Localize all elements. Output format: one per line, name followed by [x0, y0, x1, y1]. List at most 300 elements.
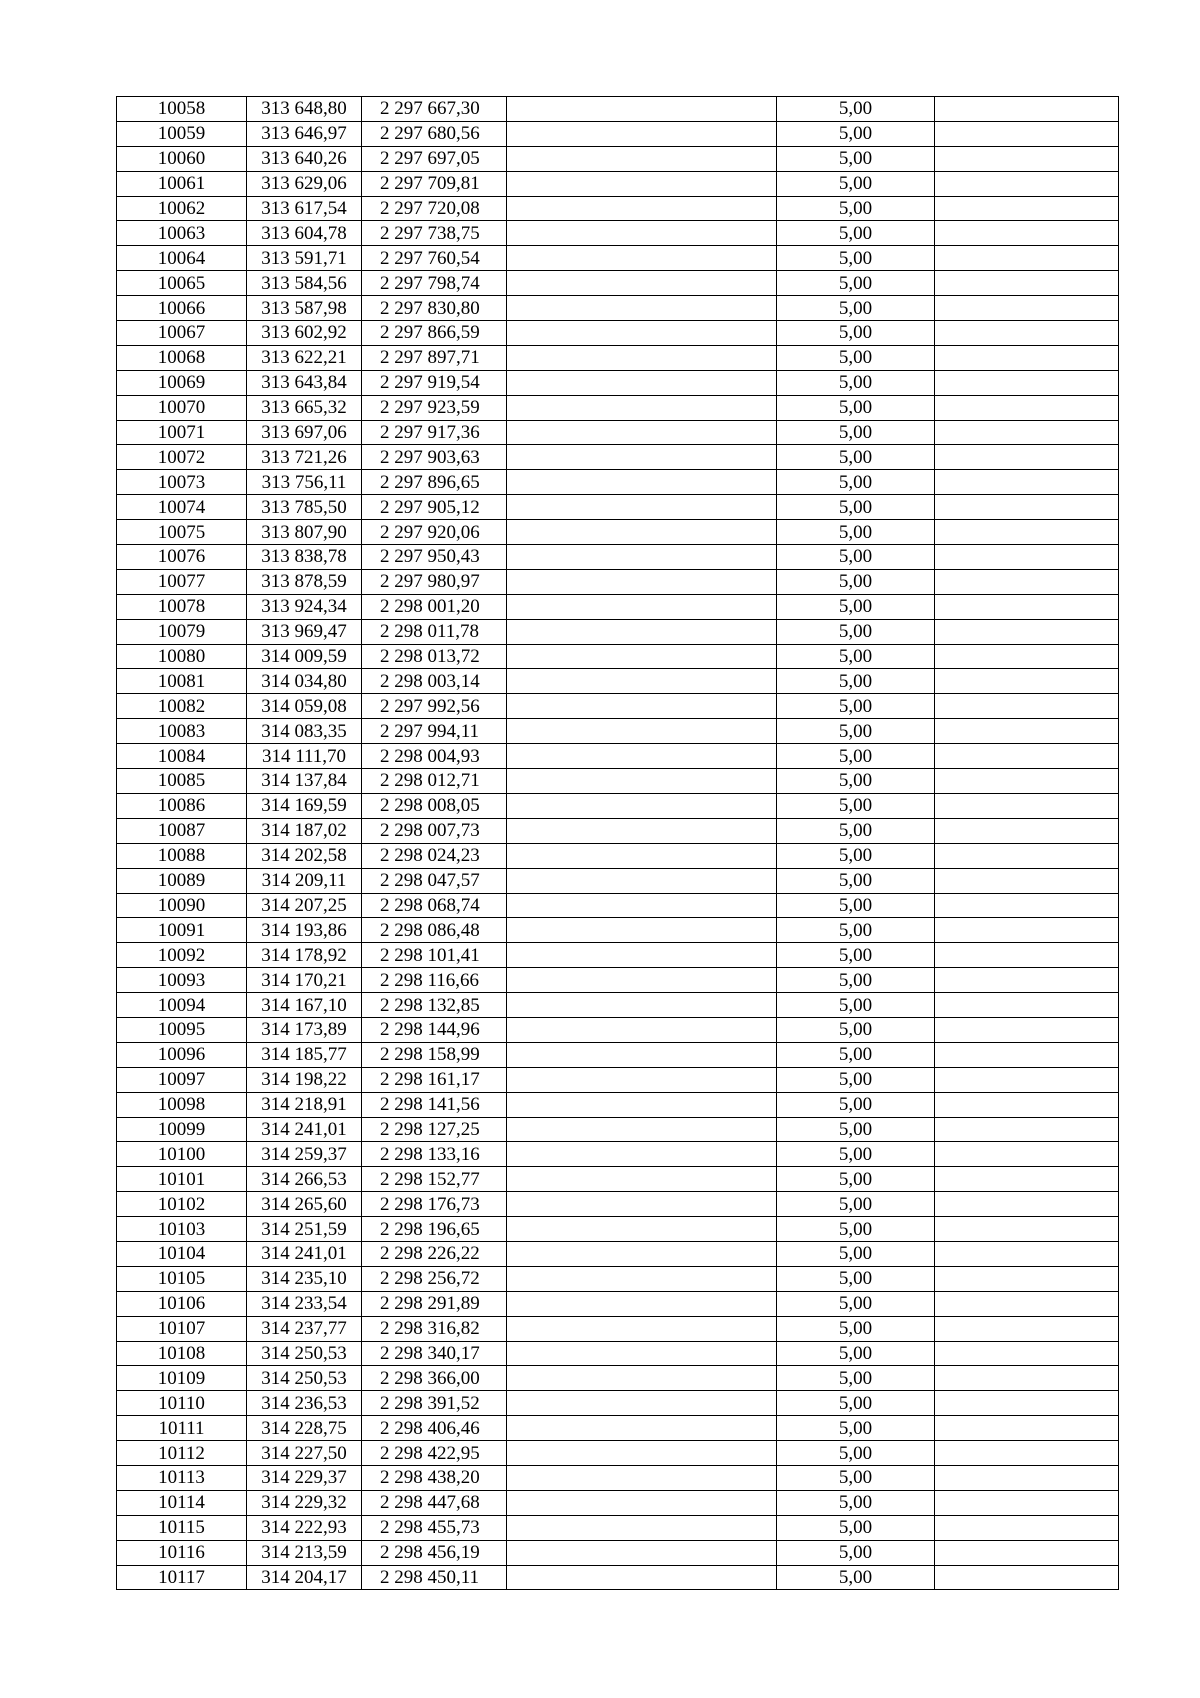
point-number-cell: 10072	[117, 445, 247, 470]
blank-cell	[507, 146, 777, 171]
point-number-cell: 10071	[117, 420, 247, 445]
blank-cell-last	[935, 719, 1119, 744]
point-number-cell: 10087	[117, 818, 247, 843]
point-number-cell: 10092	[117, 943, 247, 968]
blank-cell-last	[935, 569, 1119, 594]
blank-cell-last	[935, 1067, 1119, 1092]
value-cell: 5,00	[777, 121, 935, 146]
blank-cell-last	[935, 246, 1119, 271]
blank-cell	[507, 1117, 777, 1142]
blank-cell-last	[935, 495, 1119, 520]
x-coordinate-cell: 313 969,47	[247, 619, 362, 644]
blank-cell	[507, 271, 777, 296]
blank-cell-last	[935, 594, 1119, 619]
blank-cell-last	[935, 893, 1119, 918]
blank-cell-last	[935, 1465, 1119, 1490]
x-coordinate-cell: 314 213,59	[247, 1540, 362, 1565]
y-coordinate-cell: 2 297 830,80	[362, 296, 507, 321]
x-coordinate-cell: 313 756,11	[247, 470, 362, 495]
value-cell: 5,00	[777, 495, 935, 520]
table-row	[117, 1465, 1119, 1490]
y-coordinate-cell: 2 298 161,17	[362, 1067, 507, 1092]
y-coordinate-cell: 2 298 013,72	[362, 644, 507, 669]
value-cell: 5,00	[777, 893, 935, 918]
blank-cell-last	[935, 1441, 1119, 1466]
table-row	[117, 1416, 1119, 1441]
blank-cell	[507, 246, 777, 271]
blank-cell	[507, 1416, 777, 1441]
value-cell: 5,00	[777, 594, 935, 619]
blank-cell-last	[935, 345, 1119, 370]
table-row	[117, 1067, 1119, 1092]
point-number-cell: 10109	[117, 1366, 247, 1391]
value-cell: 5,00	[777, 1142, 935, 1167]
blank-cell-last	[935, 420, 1119, 445]
point-number-cell: 10068	[117, 345, 247, 370]
table-row	[117, 1291, 1119, 1316]
x-coordinate-cell: 313 629,06	[247, 171, 362, 196]
table-row	[117, 345, 1119, 370]
point-number-cell: 10110	[117, 1391, 247, 1416]
blank-cell-last	[935, 1565, 1119, 1590]
blank-cell	[507, 893, 777, 918]
point-number-cell: 10101	[117, 1167, 247, 1192]
table-row	[117, 1266, 1119, 1291]
value-cell: 5,00	[777, 569, 935, 594]
point-number-cell: 10111	[117, 1416, 247, 1441]
blank-cell-last	[935, 993, 1119, 1018]
point-number-cell: 10108	[117, 1341, 247, 1366]
table-row	[117, 1391, 1119, 1416]
blank-cell-last	[935, 1490, 1119, 1515]
blank-cell-last	[935, 644, 1119, 669]
x-coordinate-cell: 313 648,80	[247, 97, 362, 122]
x-coordinate-cell: 314 241,01	[247, 1241, 362, 1266]
table-row	[117, 868, 1119, 893]
table-row	[117, 445, 1119, 470]
blank-cell	[507, 1266, 777, 1291]
value-cell: 5,00	[777, 868, 935, 893]
blank-cell	[507, 1316, 777, 1341]
table-row	[117, 619, 1119, 644]
blank-cell	[507, 943, 777, 968]
point-number-cell: 10106	[117, 1291, 247, 1316]
blank-cell	[507, 1391, 777, 1416]
blank-cell	[507, 719, 777, 744]
y-coordinate-cell: 2 297 905,12	[362, 495, 507, 520]
blank-cell-last	[935, 843, 1119, 868]
value-cell: 5,00	[777, 744, 935, 769]
point-number-cell: 10103	[117, 1217, 247, 1242]
value-cell: 5,00	[777, 1067, 935, 1092]
value-cell: 5,00	[777, 1042, 935, 1067]
value-cell: 5,00	[777, 1241, 935, 1266]
table-row	[117, 1167, 1119, 1192]
blank-cell-last	[935, 296, 1119, 321]
x-coordinate-cell: 314 218,91	[247, 1092, 362, 1117]
x-coordinate-cell: 314 059,08	[247, 694, 362, 719]
blank-cell-last	[935, 1142, 1119, 1167]
blank-cell-last	[935, 171, 1119, 196]
table-row	[117, 1540, 1119, 1565]
blank-cell	[507, 619, 777, 644]
value-cell: 5,00	[777, 968, 935, 993]
x-coordinate-cell: 314 222,93	[247, 1515, 362, 1540]
blank-cell-last	[935, 1416, 1119, 1441]
blank-cell	[507, 1241, 777, 1266]
blank-cell	[507, 221, 777, 246]
blank-cell	[507, 1067, 777, 1092]
y-coordinate-cell: 2 298 226,22	[362, 1241, 507, 1266]
value-cell: 5,00	[777, 1316, 935, 1341]
point-number-cell: 10063	[117, 221, 247, 246]
point-number-cell: 10089	[117, 868, 247, 893]
table-row	[117, 470, 1119, 495]
blank-cell-last	[935, 470, 1119, 495]
x-coordinate-cell: 314 237,77	[247, 1316, 362, 1341]
point-number-cell: 10107	[117, 1316, 247, 1341]
value-cell: 5,00	[777, 619, 935, 644]
point-number-cell: 10098	[117, 1092, 247, 1117]
y-coordinate-cell: 2 298 176,73	[362, 1192, 507, 1217]
blank-cell	[507, 843, 777, 868]
blank-cell	[507, 1565, 777, 1590]
table-row	[117, 370, 1119, 395]
y-coordinate-cell: 2 298 007,73	[362, 818, 507, 843]
x-coordinate-cell: 313 587,98	[247, 296, 362, 321]
point-number-cell: 10077	[117, 569, 247, 594]
blank-cell	[507, 370, 777, 395]
table-row	[117, 121, 1119, 146]
y-coordinate-cell: 2 297 720,08	[362, 196, 507, 221]
x-coordinate-cell: 313 591,71	[247, 246, 362, 271]
blank-cell	[507, 321, 777, 346]
x-coordinate-cell: 313 807,90	[247, 520, 362, 545]
y-coordinate-cell: 2 298 447,68	[362, 1490, 507, 1515]
y-coordinate-cell: 2 298 001,20	[362, 594, 507, 619]
blank-cell-last	[935, 943, 1119, 968]
blank-cell	[507, 1017, 777, 1042]
value-cell: 5,00	[777, 1540, 935, 1565]
blank-cell	[507, 1366, 777, 1391]
value-cell: 5,00	[777, 246, 935, 271]
x-coordinate-cell: 314 207,25	[247, 893, 362, 918]
table-row	[117, 271, 1119, 296]
point-number-cell: 10095	[117, 1017, 247, 1042]
table-row	[117, 321, 1119, 346]
blank-cell-last	[935, 97, 1119, 122]
y-coordinate-cell: 2 297 919,54	[362, 370, 507, 395]
x-coordinate-cell: 314 083,35	[247, 719, 362, 744]
table-row	[117, 545, 1119, 570]
x-coordinate-cell: 314 227,50	[247, 1441, 362, 1466]
value-cell: 5,00	[777, 445, 935, 470]
blank-cell-last	[935, 669, 1119, 694]
blank-cell	[507, 968, 777, 993]
point-number-cell: 10102	[117, 1192, 247, 1217]
table-row	[117, 843, 1119, 868]
table-row	[117, 97, 1119, 122]
x-coordinate-cell: 313 617,54	[247, 196, 362, 221]
blank-cell-last	[935, 221, 1119, 246]
blank-cell-last	[935, 968, 1119, 993]
point-number-cell: 10079	[117, 619, 247, 644]
value-cell: 5,00	[777, 1167, 935, 1192]
point-number-cell: 10105	[117, 1266, 247, 1291]
point-number-cell: 10064	[117, 246, 247, 271]
y-coordinate-cell: 2 297 738,75	[362, 221, 507, 246]
x-coordinate-cell: 314 229,37	[247, 1465, 362, 1490]
x-coordinate-cell: 314 235,10	[247, 1266, 362, 1291]
blank-cell	[507, 1142, 777, 1167]
value-cell: 5,00	[777, 793, 935, 818]
table-row	[117, 1366, 1119, 1391]
table-row	[117, 669, 1119, 694]
y-coordinate-cell: 2 298 116,66	[362, 968, 507, 993]
blank-cell-last	[935, 520, 1119, 545]
blank-cell-last	[935, 1241, 1119, 1266]
value-cell: 5,00	[777, 1017, 935, 1042]
value-cell: 5,00	[777, 669, 935, 694]
table-row	[117, 1217, 1119, 1242]
value-cell: 5,00	[777, 271, 935, 296]
blank-cell-last	[935, 744, 1119, 769]
x-coordinate-cell: 313 604,78	[247, 221, 362, 246]
x-coordinate-cell: 314 111,70	[247, 744, 362, 769]
blank-cell-last	[935, 1540, 1119, 1565]
blank-cell-last	[935, 918, 1119, 943]
y-coordinate-cell: 2 297 992,56	[362, 694, 507, 719]
y-coordinate-cell: 2 298 196,65	[362, 1217, 507, 1242]
blank-cell	[507, 296, 777, 321]
point-number-cell: 10085	[117, 769, 247, 794]
table-row	[117, 196, 1119, 221]
x-coordinate-cell: 313 640,26	[247, 146, 362, 171]
blank-cell	[507, 345, 777, 370]
table-row	[117, 594, 1119, 619]
y-coordinate-cell: 2 298 366,00	[362, 1366, 507, 1391]
x-coordinate-cell: 313 878,59	[247, 569, 362, 594]
value-cell: 5,00	[777, 296, 935, 321]
blank-cell	[507, 669, 777, 694]
blank-cell	[507, 196, 777, 221]
value-cell: 5,00	[777, 1366, 935, 1391]
x-coordinate-cell: 314 178,92	[247, 943, 362, 968]
point-number-cell: 10117	[117, 1565, 247, 1590]
blank-cell	[507, 1291, 777, 1316]
y-coordinate-cell: 2 297 709,81	[362, 171, 507, 196]
y-coordinate-cell: 2 298 011,78	[362, 619, 507, 644]
blank-cell	[507, 97, 777, 122]
blank-cell-last	[935, 1266, 1119, 1291]
point-number-cell: 10060	[117, 146, 247, 171]
value-cell: 5,00	[777, 1391, 935, 1416]
table-row	[117, 1490, 1119, 1515]
y-coordinate-cell: 2 298 024,23	[362, 843, 507, 868]
x-coordinate-cell: 314 229,32	[247, 1490, 362, 1515]
point-number-cell: 10112	[117, 1441, 247, 1466]
blank-cell	[507, 395, 777, 420]
point-number-cell: 10099	[117, 1117, 247, 1142]
blank-cell	[507, 1341, 777, 1366]
x-coordinate-cell: 314 187,02	[247, 818, 362, 843]
value-cell: 5,00	[777, 1192, 935, 1217]
y-coordinate-cell: 2 297 798,74	[362, 271, 507, 296]
value-cell: 5,00	[777, 719, 935, 744]
point-number-cell: 10070	[117, 395, 247, 420]
point-number-cell: 10065	[117, 271, 247, 296]
y-coordinate-cell: 2 298 152,77	[362, 1167, 507, 1192]
x-coordinate-cell: 313 665,32	[247, 395, 362, 420]
table-row	[117, 1192, 1119, 1217]
x-coordinate-cell: 314 233,54	[247, 1291, 362, 1316]
blank-cell	[507, 1490, 777, 1515]
blank-cell	[507, 420, 777, 445]
y-coordinate-cell: 2 298 132,85	[362, 993, 507, 1018]
table-row	[117, 694, 1119, 719]
blank-cell-last	[935, 1217, 1119, 1242]
blank-cell	[507, 569, 777, 594]
blank-cell	[507, 1465, 777, 1490]
blank-cell-last	[935, 196, 1119, 221]
y-coordinate-cell: 2 297 866,59	[362, 321, 507, 346]
blank-cell	[507, 520, 777, 545]
blank-cell-last	[935, 1117, 1119, 1142]
blank-cell	[507, 793, 777, 818]
point-number-cell: 10081	[117, 669, 247, 694]
value-cell: 5,00	[777, 221, 935, 246]
point-number-cell: 10067	[117, 321, 247, 346]
blank-cell-last	[935, 1192, 1119, 1217]
value-cell: 5,00	[777, 993, 935, 1018]
blank-cell	[507, 495, 777, 520]
x-coordinate-cell: 313 622,21	[247, 345, 362, 370]
y-coordinate-cell: 2 298 068,74	[362, 893, 507, 918]
point-number-cell: 10086	[117, 793, 247, 818]
blank-cell-last	[935, 445, 1119, 470]
blank-cell-last	[935, 1515, 1119, 1540]
value-cell: 5,00	[777, 769, 935, 794]
table-row	[117, 296, 1119, 321]
point-number-cell: 10062	[117, 196, 247, 221]
point-number-cell: 10104	[117, 1241, 247, 1266]
value-cell: 5,00	[777, 843, 935, 868]
point-number-cell: 10114	[117, 1490, 247, 1515]
x-coordinate-cell: 313 584,56	[247, 271, 362, 296]
blank-cell-last	[935, 1167, 1119, 1192]
y-coordinate-cell: 2 297 697,05	[362, 146, 507, 171]
blank-cell	[507, 868, 777, 893]
y-coordinate-cell: 2 298 406,46	[362, 1416, 507, 1441]
blank-cell	[507, 1192, 777, 1217]
blank-cell-last	[935, 121, 1119, 146]
x-coordinate-cell: 314 169,59	[247, 793, 362, 818]
table-row	[117, 171, 1119, 196]
x-coordinate-cell: 314 259,37	[247, 1142, 362, 1167]
value-cell: 5,00	[777, 1565, 935, 1590]
blank-cell	[507, 1092, 777, 1117]
table-row	[117, 1042, 1119, 1067]
blank-cell	[507, 1042, 777, 1067]
point-number-cell: 10100	[117, 1142, 247, 1167]
table-row	[117, 1017, 1119, 1042]
value-cell: 5,00	[777, 1092, 935, 1117]
blank-cell-last	[935, 793, 1119, 818]
blank-cell-last	[935, 769, 1119, 794]
table-row	[117, 1117, 1119, 1142]
y-coordinate-cell: 2 298 316,82	[362, 1316, 507, 1341]
y-coordinate-cell: 2 298 456,19	[362, 1540, 507, 1565]
point-number-cell: 10069	[117, 370, 247, 395]
table-row	[117, 246, 1119, 271]
x-coordinate-cell: 313 721,26	[247, 445, 362, 470]
point-number-cell: 10084	[117, 744, 247, 769]
y-coordinate-cell: 2 298 004,93	[362, 744, 507, 769]
y-coordinate-cell: 2 298 391,52	[362, 1391, 507, 1416]
value-cell: 5,00	[777, 818, 935, 843]
blank-cell	[507, 744, 777, 769]
point-number-cell: 10066	[117, 296, 247, 321]
value-cell: 5,00	[777, 644, 935, 669]
coordinates-table	[116, 96, 1119, 1590]
y-coordinate-cell: 2 297 903,63	[362, 445, 507, 470]
blank-cell-last	[935, 395, 1119, 420]
point-number-cell: 10076	[117, 545, 247, 570]
value-cell: 5,00	[777, 146, 935, 171]
x-coordinate-cell: 314 266,53	[247, 1167, 362, 1192]
y-coordinate-cell: 2 298 047,57	[362, 868, 507, 893]
table-row	[117, 769, 1119, 794]
value-cell: 5,00	[777, 1291, 935, 1316]
blank-cell-last	[935, 1017, 1119, 1042]
x-coordinate-cell: 314 236,53	[247, 1391, 362, 1416]
point-number-cell: 10061	[117, 171, 247, 196]
x-coordinate-cell: 313 602,92	[247, 321, 362, 346]
table-row	[117, 569, 1119, 594]
point-number-cell: 10059	[117, 121, 247, 146]
blank-cell-last	[935, 1092, 1119, 1117]
x-coordinate-cell: 314 251,59	[247, 1217, 362, 1242]
blank-cell-last	[935, 1291, 1119, 1316]
y-coordinate-cell: 2 298 455,73	[362, 1515, 507, 1540]
blank-cell-last	[935, 1316, 1119, 1341]
x-coordinate-cell: 313 785,50	[247, 495, 362, 520]
table-row	[117, 918, 1119, 943]
blank-cell-last	[935, 271, 1119, 296]
x-coordinate-cell: 313 646,97	[247, 121, 362, 146]
value-cell: 5,00	[777, 545, 935, 570]
value-cell: 5,00	[777, 420, 935, 445]
y-coordinate-cell: 2 297 950,43	[362, 545, 507, 570]
value-cell: 5,00	[777, 321, 935, 346]
value-cell: 5,00	[777, 171, 935, 196]
x-coordinate-cell: 314 204,17	[247, 1565, 362, 1590]
blank-cell-last	[935, 1391, 1119, 1416]
blank-cell-last	[935, 1366, 1119, 1391]
table-row	[117, 420, 1119, 445]
value-cell: 5,00	[777, 470, 935, 495]
value-cell: 5,00	[777, 370, 935, 395]
blank-cell-last	[935, 619, 1119, 644]
point-number-cell: 10073	[117, 470, 247, 495]
y-coordinate-cell: 2 298 438,20	[362, 1465, 507, 1490]
value-cell: 5,00	[777, 196, 935, 221]
y-coordinate-cell: 2 298 127,25	[362, 1117, 507, 1142]
table-row	[117, 943, 1119, 968]
value-cell: 5,00	[777, 1416, 935, 1441]
value-cell: 5,00	[777, 1341, 935, 1366]
y-coordinate-cell: 2 298 144,96	[362, 1017, 507, 1042]
